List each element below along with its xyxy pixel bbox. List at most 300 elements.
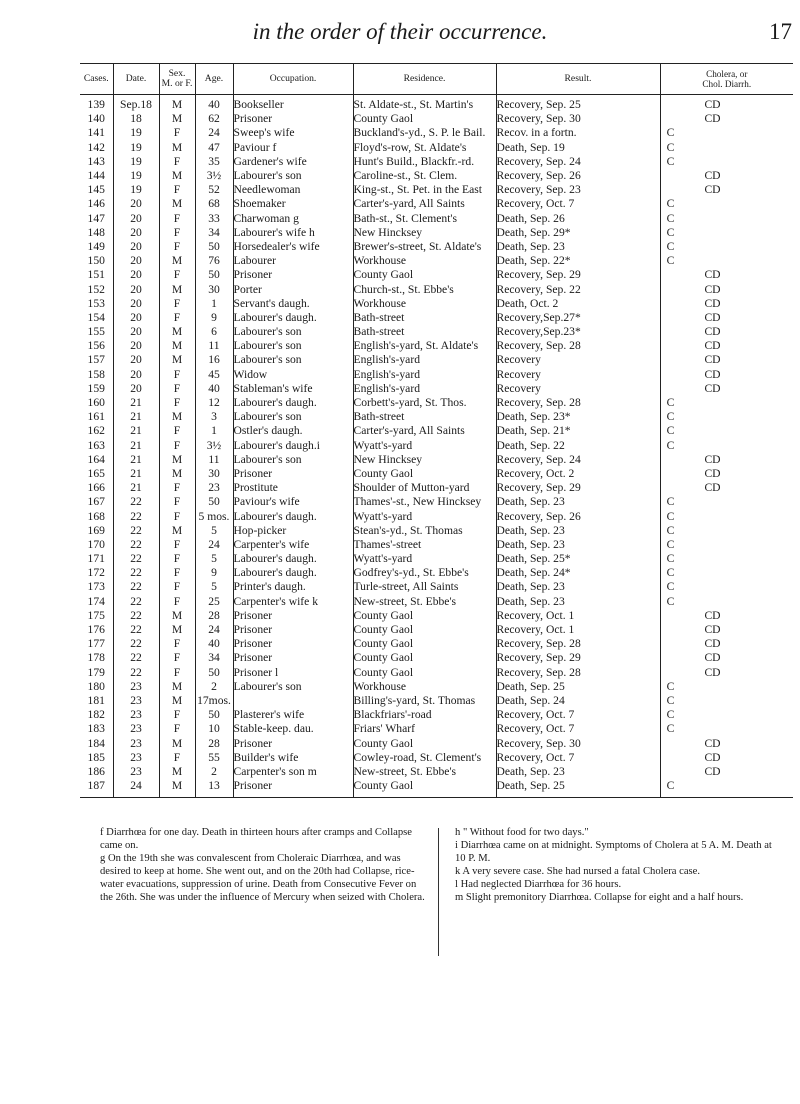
case-symptom-type [660, 126, 793, 140]
table-row [80, 495, 793, 509]
case-age: 5 [195, 552, 233, 566]
table-row [80, 609, 793, 623]
case-occupation: Paviour f [233, 141, 353, 155]
case-number: 176 [87, 623, 105, 637]
case-occupation: Labourer's wife h [233, 226, 353, 240]
case-residence: St. Aldate-st., St. Martin's [353, 95, 496, 113]
case-symptom-type [660, 722, 793, 736]
case-number: 171 [87, 552, 105, 566]
case-age: 34 [195, 651, 233, 665]
case-occupation: Needlewoman [233, 183, 353, 197]
case-age: 23 [195, 481, 233, 495]
case-sex: F [159, 495, 195, 509]
case-occupation: Prisoner [233, 467, 353, 481]
case-result: Recovery, Sep. 29 [496, 651, 660, 665]
case-sex: F [159, 481, 195, 495]
case-result: Death, Sep. 24 [496, 694, 660, 708]
table-row [80, 424, 793, 438]
choleraic-diarrhoea-mark: CD [704, 736, 721, 750]
case-date: 21 [113, 467, 159, 481]
case-result: Recovery, Oct. 7 [496, 708, 660, 722]
case-result: Recovery, Sep. 29 [496, 268, 660, 282]
case-occupation: Widow [233, 368, 353, 382]
case-date: 23 [113, 765, 159, 779]
case-number: 149 [87, 239, 105, 253]
case-number: 140 [87, 112, 105, 126]
case-date: 21 [113, 410, 159, 424]
choleraic-diarrhoea-mark: CD [704, 764, 721, 778]
footnote: i Diarrhœa came on at midnight. Symptoms of Cholera at 5 A. M. Death at 10 P. M. [455, 840, 772, 864]
case-age: 2 [195, 680, 233, 694]
case-sex: F [159, 396, 195, 410]
case-number: 151 [87, 268, 105, 282]
case-symptom-type [660, 226, 793, 240]
table-row [80, 169, 793, 183]
table-row [80, 666, 793, 680]
case-date: 18 [113, 112, 159, 126]
table-row [80, 311, 793, 325]
running-head [0, 19, 800, 47]
case-result: Recovery, Sep. 28 [496, 666, 660, 680]
table-row [80, 637, 793, 651]
case-symptom-type [660, 396, 793, 410]
case-residence: Caroline-st., St. Clem. [353, 169, 496, 183]
case-occupation: Prisoner [233, 736, 353, 750]
case-age: 33 [195, 212, 233, 226]
table-row [80, 708, 793, 722]
case-number: 150 [87, 254, 105, 268]
case-occupation: Prisoner l [233, 666, 353, 680]
case-symptom-type [660, 95, 793, 113]
case-residence: Godfrey's-yd., St. Ebbe's [353, 566, 496, 580]
case-sex: F [159, 183, 195, 197]
cholera-mark: C [666, 225, 675, 239]
case-occupation: Plasterer's wife [233, 708, 353, 722]
footnote: h " Without food for two days." [455, 827, 589, 838]
case-age: 30 [195, 282, 233, 296]
case-sex: M [159, 524, 195, 538]
cholera-mark: C [666, 523, 675, 537]
case-number: 161 [87, 410, 105, 424]
case-number: 169 [87, 523, 105, 537]
table-header-row [80, 64, 793, 95]
case-symptom-type [660, 339, 793, 353]
case-number: 139 [87, 98, 105, 112]
choleraic-diarrhoea-mark: CD [704, 452, 721, 466]
case-residence: Floyd's-row, St. Aldate's [353, 141, 496, 155]
table-row [80, 155, 793, 169]
footnotes-right [455, 826, 785, 904]
case-occupation: Carpenter's wife [233, 538, 353, 552]
case-residence: English's-yard, St. Aldate's [353, 339, 496, 353]
case-number: 148 [87, 225, 105, 239]
table-row [80, 467, 793, 481]
case-sex: F [159, 226, 195, 240]
case-date: 20 [113, 254, 159, 268]
col-header-age: Age. [195, 64, 233, 95]
case-date: 20 [113, 353, 159, 367]
case-sex: F [159, 552, 195, 566]
case-occupation: Prisoner [233, 779, 353, 798]
case-age: 55 [195, 751, 233, 765]
case-symptom-type [660, 141, 793, 155]
table-row [80, 651, 793, 665]
case-number: 144 [87, 169, 105, 183]
case-age: 1 [195, 297, 233, 311]
case-symptom-type [660, 751, 793, 765]
choleraic-diarrhoea-mark: CD [704, 296, 721, 310]
case-age: 9 [195, 566, 233, 580]
choleraic-diarrhoea-mark: CD [704, 169, 721, 183]
cholera-mark: C [666, 495, 675, 509]
case-sex: M [159, 325, 195, 339]
case-number: 160 [87, 396, 105, 410]
case-age: 50 [195, 666, 233, 680]
case-date: 24 [113, 779, 159, 798]
table-row [80, 396, 793, 410]
case-result: Recovery [496, 368, 660, 382]
table-row [80, 240, 793, 254]
case-sex: F [159, 240, 195, 254]
table-row [80, 623, 793, 637]
table-row [80, 736, 793, 750]
case-symptom-type [660, 382, 793, 396]
case-age: 62 [195, 112, 233, 126]
choleraic-diarrhoea-mark: CD [704, 481, 721, 495]
table-row [80, 410, 793, 424]
case-result: Death, Sep. 29* [496, 226, 660, 240]
cholera-mark: C [666, 126, 675, 140]
case-age: 50 [195, 708, 233, 722]
cholera-mark: C [666, 537, 675, 551]
cholera-mark: C [666, 211, 675, 225]
case-result: Recovery, Oct. 1 [496, 623, 660, 637]
case-sex: M [159, 339, 195, 353]
case-age: 24 [195, 623, 233, 637]
case-symptom-type [660, 439, 793, 453]
case-residence: Workhouse [353, 254, 496, 268]
case-result: Death, Sep. 25 [496, 680, 660, 694]
case-result: Recovery, Sep. 26 [496, 509, 660, 523]
case-result: Recovery, Sep. 26 [496, 169, 660, 183]
case-occupation: Paviour's wife [233, 495, 353, 509]
case-occupation: Prostitute [233, 481, 353, 495]
case-occupation: Labourer [233, 254, 353, 268]
col-header-case: Cases. [80, 64, 113, 95]
case-sex: M [159, 169, 195, 183]
case-date: 20 [113, 325, 159, 339]
case-number: 157 [87, 353, 105, 367]
case-residence: New Hincksey [353, 226, 496, 240]
case-date: 20 [113, 339, 159, 353]
footnote: f Diarrhœa for one day. Death in thirteen hours after cramps and Collapse came on. [100, 827, 413, 851]
case-result: Death, Sep. 25* [496, 552, 660, 566]
table-row [80, 453, 793, 467]
case-symptom-type [660, 651, 793, 665]
case-residence: Corbett's-yard, St. Thos. [353, 396, 496, 410]
case-symptom-type [660, 708, 793, 722]
case-symptom-type [660, 297, 793, 311]
case-result: Recovery, Sep. 25 [496, 95, 660, 113]
table-row [80, 524, 793, 538]
choleraic-diarrhoea-mark: CD [704, 183, 721, 197]
case-date: 23 [113, 736, 159, 750]
case-symptom-type [660, 410, 793, 424]
table-row [80, 680, 793, 694]
case-age: 13 [195, 779, 233, 798]
case-sex: M [159, 453, 195, 467]
case-number: 158 [87, 367, 105, 381]
case-occupation: Porter [233, 282, 353, 296]
case-occupation: Shoemaker [233, 197, 353, 211]
case-occupation: Builder's wife [233, 751, 353, 765]
case-symptom-type [660, 268, 793, 282]
table-row [80, 765, 793, 779]
case-sex: F [159, 212, 195, 226]
footnotes-left [100, 826, 430, 904]
case-sex: M [159, 765, 195, 779]
case-sex: F [159, 368, 195, 382]
choleraic-diarrhoea-mark: CD [704, 623, 721, 637]
case-date: 22 [113, 666, 159, 680]
case-sex: F [159, 566, 195, 580]
case-age: 50 [195, 268, 233, 282]
case-age: 47 [195, 141, 233, 155]
case-result: Recovery [496, 382, 660, 396]
case-occupation: Labourer's son [233, 169, 353, 183]
case-residence: English's-yard [353, 353, 496, 367]
case-number: 182 [87, 708, 105, 722]
case-result: Recovery,Sep.27* [496, 311, 660, 325]
case-number: 155 [87, 325, 105, 339]
case-age: 3½ [195, 169, 233, 183]
case-sex: M [159, 680, 195, 694]
table-row [80, 538, 793, 552]
cholera-mark: C [666, 679, 675, 693]
case-symptom-type [660, 609, 793, 623]
case-age: 50 [195, 495, 233, 509]
choleraic-diarrhoea-mark: CD [704, 637, 721, 651]
case-sex: M [159, 694, 195, 708]
case-residence: Wyatt's-yard [353, 439, 496, 453]
cholera-mark: C [666, 509, 675, 523]
case-number: 181 [87, 693, 105, 707]
case-date: 22 [113, 623, 159, 637]
case-age: 9 [195, 311, 233, 325]
choleraic-diarrhoea-mark: CD [704, 665, 721, 679]
table-row [80, 126, 793, 140]
case-result: Death, Sep. 22 [496, 439, 660, 453]
case-residence: County Gaol [353, 637, 496, 651]
case-number: 186 [87, 764, 105, 778]
case-occupation: Prisoner [233, 609, 353, 623]
choleraic-diarrhoea-mark: CD [704, 608, 721, 622]
case-residence: County Gaol [353, 666, 496, 680]
case-occupation: Labourer's daugh. [233, 552, 353, 566]
case-residence: County Gaol [353, 651, 496, 665]
case-symptom-type [660, 623, 793, 637]
case-residence: Bath-street [353, 311, 496, 325]
case-occupation: Ostler's daugh. [233, 424, 353, 438]
cholera-mark: C [666, 239, 675, 253]
case-date: 20 [113, 212, 159, 226]
case-number: 173 [87, 580, 105, 594]
table-row [80, 112, 793, 126]
case-residence: County Gaol [353, 779, 496, 798]
case-sex: M [159, 609, 195, 623]
case-result: Death, Sep. 22* [496, 254, 660, 268]
case-result: Death, Sep. 25 [496, 779, 660, 798]
case-residence: County Gaol [353, 623, 496, 637]
case-symptom-type [660, 566, 793, 580]
case-symptom-type [660, 311, 793, 325]
case-occupation: Prisoner [233, 651, 353, 665]
case-sex: F [159, 268, 195, 282]
case-number: 183 [87, 722, 105, 736]
case-age: 5 [195, 580, 233, 594]
case-number: 185 [87, 750, 105, 764]
table-row [80, 779, 793, 798]
case-symptom-type [660, 467, 793, 481]
case-symptom-type [660, 481, 793, 495]
choleraic-diarrhoea-mark: CD [704, 282, 721, 296]
case-sex: F [159, 311, 195, 325]
case-age: 12 [195, 396, 233, 410]
case-residence: Blackfriars'-road [353, 708, 496, 722]
case-residence: Carter's-yard, All Saints [353, 197, 496, 211]
col-header-sex: Sex. M. or F. [159, 64, 195, 95]
case-sex: F [159, 509, 195, 523]
case-result: Death, Sep. 24* [496, 566, 660, 580]
case-residence: Carter's-yard, All Saints [353, 424, 496, 438]
case-symptom-type [660, 197, 793, 211]
case-number: 147 [87, 211, 105, 225]
case-symptom-type [660, 538, 793, 552]
choleraic-diarrhoea-mark: CD [704, 112, 721, 126]
case-residence: Friars' Wharf [353, 722, 496, 736]
case-residence: Thames'-street [353, 538, 496, 552]
case-result: Recovery, Oct. 1 [496, 609, 660, 623]
case-age: 2 [195, 765, 233, 779]
case-residence: County Gaol [353, 467, 496, 481]
case-date: 20 [113, 282, 159, 296]
case-result: Death, Sep. 23 [496, 580, 660, 594]
case-occupation: Stableman's wife [233, 382, 353, 396]
case-sex: F [159, 722, 195, 736]
case-number: 184 [87, 736, 105, 750]
cholera-mark: C [666, 594, 675, 608]
case-occupation: Labourer's son [233, 325, 353, 339]
table-row [80, 325, 793, 339]
case-age: 25 [195, 595, 233, 609]
case-number: 163 [87, 438, 105, 452]
case-date: 21 [113, 453, 159, 467]
case-number: 172 [87, 566, 105, 580]
case-age: 28 [195, 736, 233, 750]
case-result: Death, Sep. 23 [496, 538, 660, 552]
case-age: 68 [195, 197, 233, 211]
case-age: 16 [195, 353, 233, 367]
table-row [80, 226, 793, 240]
case-residence: Bath-st., St. Clement's [353, 212, 496, 226]
table-row [80, 268, 793, 282]
case-number: 174 [87, 594, 105, 608]
case-date: 20 [113, 268, 159, 282]
case-result: Recovery, Sep. 30 [496, 736, 660, 750]
case-age: 50 [195, 240, 233, 254]
case-occupation: Prisoner [233, 623, 353, 637]
case-result: Recovery, Oct. 7 [496, 197, 660, 211]
case-result: Recovery, Sep. 28 [496, 637, 660, 651]
case-occupation: Horsedealer's wife [233, 240, 353, 254]
table-row [80, 694, 793, 708]
footnote: g On the 19th she was convalescent from Choleraic Diarrhœa, and was desired to keep at home. She went out, and on the 20th had Collapse, rice-water evacuations, suppression of urine. Death from Consecutive Fever on the 26th. She was under the influence of Mercury when seized with Cholera. [100, 853, 425, 903]
case-result: Recovery [496, 353, 660, 367]
footnote: m Slight premonitory Diarrhœa. Collapse for eight and a half hours. [455, 892, 744, 903]
case-residence: Workhouse [353, 680, 496, 694]
case-sex: M [159, 410, 195, 424]
table-row [80, 439, 793, 453]
case-residence: English's-yard [353, 382, 496, 396]
case-number: 153 [87, 296, 105, 310]
case-residence: Billing's-yard, St. Thomas [353, 694, 496, 708]
case-age: 40 [195, 382, 233, 396]
case-number: 170 [87, 537, 105, 551]
case-date: 22 [113, 637, 159, 651]
case-date: 19 [113, 183, 159, 197]
case-date: 22 [113, 509, 159, 523]
case-symptom-type [660, 112, 793, 126]
case-number: 178 [87, 651, 105, 665]
case-date: 19 [113, 141, 159, 155]
case-symptom-type [660, 509, 793, 523]
case-sex: F [159, 126, 195, 140]
case-result: Death, Sep. 21* [496, 424, 660, 438]
case-number: 168 [87, 509, 105, 523]
case-occupation: Hop-picker [233, 524, 353, 538]
case-residence: Hunt's Build., Blackfr.-rd. [353, 155, 496, 169]
case-occupation: Labourer's son [233, 680, 353, 694]
case-residence: Workhouse [353, 297, 496, 311]
case-number: 156 [87, 339, 105, 353]
case-residence: Wyatt's-yard [353, 552, 496, 566]
case-residence: New-street, St. Ebbe's [353, 595, 496, 609]
case-occupation: Servant's daugh. [233, 297, 353, 311]
case-date: 23 [113, 680, 159, 694]
case-occupation: Prisoner [233, 268, 353, 282]
case-occupation: Labourer's daugh. [233, 396, 353, 410]
choleraic-diarrhoea-mark: CD [704, 466, 721, 480]
case-date: 22 [113, 495, 159, 509]
cholera-mark: C [666, 410, 675, 424]
case-date: 20 [113, 311, 159, 325]
case-residence: Bath-street [353, 325, 496, 339]
table-row [80, 566, 793, 580]
case-residence: Stean's-yd., St. Thomas [353, 524, 496, 538]
case-result: Death, Sep. 23 [496, 595, 660, 609]
case-date: 23 [113, 722, 159, 736]
case-number: 175 [87, 608, 105, 622]
case-symptom-type [660, 680, 793, 694]
table-row [80, 481, 793, 495]
case-number: 145 [87, 183, 105, 197]
case-age: 30 [195, 467, 233, 481]
table-row [80, 197, 793, 211]
col-header-symptoms: Cholera, or Chol. Diarrh. [660, 64, 793, 95]
case-number: 143 [87, 154, 105, 168]
case-age: 40 [195, 95, 233, 113]
case-result: Death, Sep. 23 [496, 765, 660, 779]
